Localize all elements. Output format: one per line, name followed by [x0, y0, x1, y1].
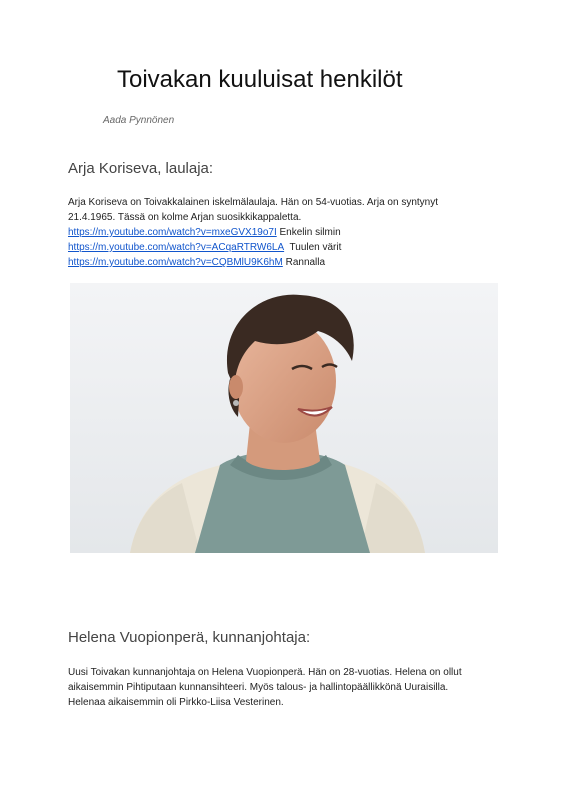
helena-line-3: Helenaa aikaisemmin oli Pirkko-Liisa Vesterinen.	[68, 697, 284, 708]
song-title-2: Tuulen värit	[289, 242, 342, 253]
arja-portrait-photo	[70, 283, 498, 553]
arja-line-1: Arja Koriseva on Toivakkalainen iskelmälaulaja. Hän on 54-vuotias. Arja on syntynyt	[68, 197, 439, 208]
arja-line-2: 21.4.1965. Tässä on kolme Arjan suosikkikappaletta.	[68, 212, 302, 223]
portrait-illustration	[70, 283, 498, 553]
helena-line-1: Uusi Toivakan kunnanjohtaja on Helena Vuopionperä. Hän on 28-vuotias. Helena on ollut	[68, 667, 462, 678]
document-author: Aada Pynnönen	[103, 115, 175, 126]
song-title-3: Rannalla	[285, 257, 326, 268]
song-row-2	[68, 240, 488, 255]
helena-line-2: aikaisemmin Pihtiputaan kunnansihteeri. Myös talous- ja hallintopäällikkönä Uuraisilla.	[68, 682, 449, 693]
song-row-1	[68, 225, 488, 240]
helena-paragraph	[68, 665, 488, 710]
arja-paragraph	[68, 195, 488, 270]
song-title-1: Enkelin silmin	[279, 227, 341, 238]
song-link-1[interactable]: https://m.youtube.com/watch?v=mxeGVX19o7I	[68, 227, 277, 238]
section-heading-helena: Helena Vuopionperä, kunnanjohtaja:	[68, 629, 311, 646]
song-link-2[interactable]: https://m.youtube.com/watch?v=ACqaRTRW6LA	[68, 242, 285, 253]
document-title: Toivakan kuuluisat henkilöt	[117, 66, 403, 93]
section-heading-arja: Arja Koriseva, laulaja:	[68, 160, 214, 177]
song-link-3[interactable]: https://m.youtube.com/watch?v=CQBMlU9K6hM	[68, 257, 283, 268]
song-row-3	[68, 255, 488, 270]
